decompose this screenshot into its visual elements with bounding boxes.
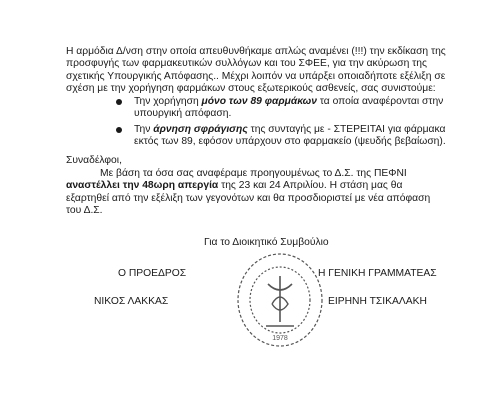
intro-paragraph: [66, 46, 448, 96]
president-name: ΝΙΚΟΣ ΛΑΚΚΑΣ: [94, 296, 169, 307]
stamp-year: 1978: [272, 335, 288, 342]
bullet-icon: [116, 127, 122, 133]
board-label: Για το Διοικητικό Συμβούλιο: [204, 237, 329, 248]
recommendation-list: [116, 96, 446, 152]
president-title: Ο ΠΡΟΕΔΡΟΣ: [118, 268, 187, 279]
list-item: Την χορήγηση μόνο των 89 φαρμάκων τα οποία αναφέρονται στην υπουργική απόφαση.: [116, 96, 446, 121]
list-item: Την άρνηση σφράγισης της συνταγής με - ΣΤΕΡΕΙΤΑΙ για φάρμακα εκτός των 89, εφόσον υπάρχουν στο φαρμακείο (ψευδής βεβαίωση).: [116, 124, 446, 149]
decision-paragraph: Με βάση τα όσα σας αναφέραμε προηγουμένως το Δ.Σ. της ΠΕΦΝΙ αναστέλλει την 48ωρη απεργία της 23 και 24 Απριλίου. Η στάση μας θα εξαρτηθεί από την εξέλιξη των γεγονότων και θα προσδιοριστεί με νέα απόφαση του Δ.Σ.: [66, 168, 431, 217]
secretary-name: ΕΙΡΗΝΗ ΤΣΙΚΑΛΑΚΗ: [328, 296, 427, 307]
secretary-title: Η ΓΕΝΙΚΗ ΓΡΑΜΜΑΤΕΑΣ: [318, 268, 437, 279]
seal-icon: [232, 244, 328, 352]
greeting: Συναδέλφοι,: [66, 155, 122, 166]
intro-text: Η αρμόδια Δ/νση στην οποία απευθυνθήκαμε απλώς αναμένει (!!!) την εκδίκαση της προσφυγής των φαρμακευτικών συλλόγων και του ΣΦΕΕ, για την ακύρωση της σχετικής Υπουργικής Απόφασης.. Μέχρι λοιπόν να υπάρξει οποιαδήποτε εξέλιξη σε σχέση με την χορήγηση φαρμάκων στους εξωτερικούς ασθενείς, σας συνιστούμε:: [66, 46, 446, 95]
bullet-icon: [116, 99, 122, 105]
official-stamp: [232, 244, 328, 352]
